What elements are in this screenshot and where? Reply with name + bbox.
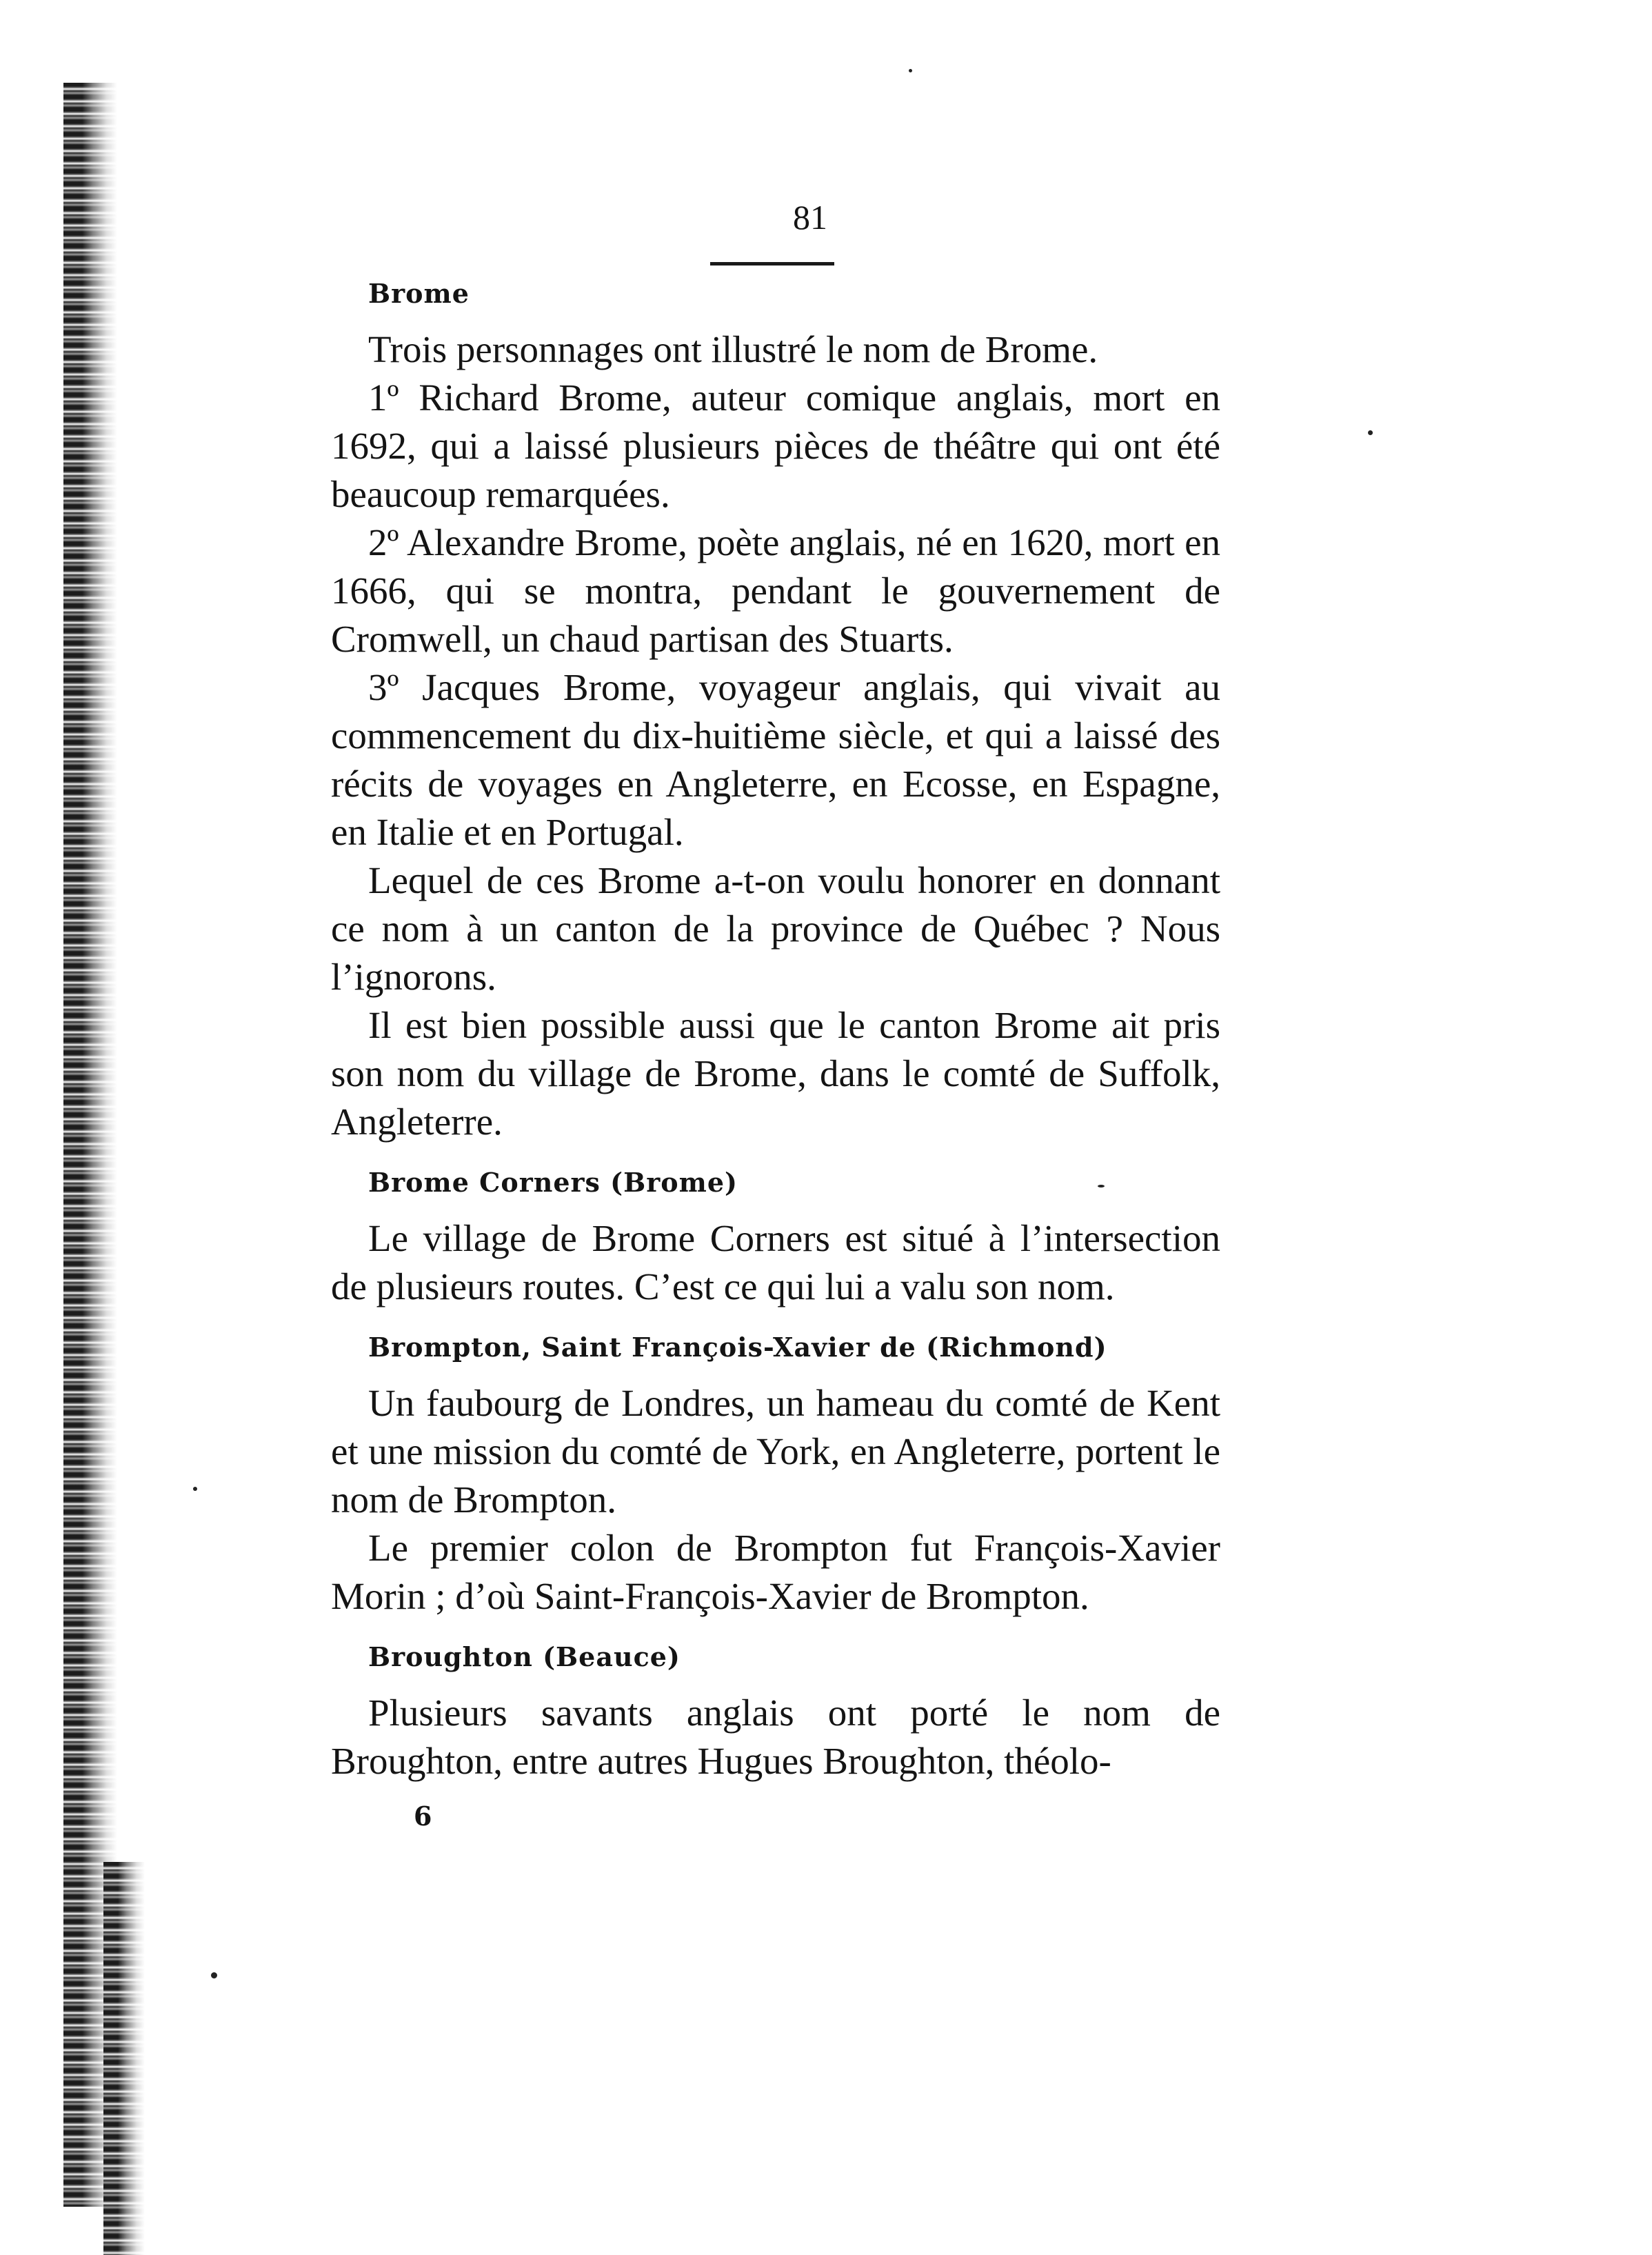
- paragraph: 2º Alexandre Brome, poète anglais, né en 1620, mort en 1666, qui se montra, pendant le gouvernement de Cromwell, un chaud partisan des Stuarts.: [331, 521, 1220, 660]
- paragraph: Il est bien possible aussi que le canton Brome ait pris son nom du village de Brome, dans le comté de Suffolk, Angleterre.: [331, 1004, 1220, 1143]
- paragraph: Le premier colon de Brompton fut François-Xavier Morin ; d’où Saint-François-Xavier de Brompton.: [331, 1527, 1220, 1617]
- paragraph: Plusieurs savants anglais ont porté le nom de Broughton, entre autres Hugues Broughton, théolo-: [331, 1692, 1220, 1782]
- print-speck: [909, 69, 912, 72]
- entry-heading-brome: Brome: [368, 278, 470, 309]
- book-page: [331, 200, 1227, 1832]
- print-speck: [211, 1972, 217, 1978]
- print-speck: [193, 1487, 197, 1491]
- paragraph: 1º Richard Brome, auteur comique anglais, mort en 1692, qui a laissé plusieurs pièces de théâtre qui ont été beaucoup remarquées.: [331, 377, 1220, 515]
- entry-heading-brome-corners: Brome Corners (Brome): [368, 1167, 738, 1198]
- paragraph: Un faubourg de Londres, un hameau du comté de Kent et une mission du comté de York, en Angleterre, portent le nom de Brompton.: [331, 1382, 1220, 1521]
- page-number: 81: [793, 198, 827, 237]
- paragraph: Lequel de ces Brome a-t-on voulu honorer en donnant ce nom à un canton de la province de Québec ? Nous l’ignorons.: [331, 859, 1220, 998]
- entry-heading-brompton: Brompton, Saint François-Xavier de (Richmond): [368, 1332, 1107, 1363]
- paragraph: Trois personnages ont illustré le nom de Brome.: [368, 328, 1098, 370]
- entry-heading-broughton: Broughton (Beauce): [368, 1641, 681, 1672]
- signature-mark: 6: [414, 1801, 432, 1832]
- paragraph: Le village de Brome Corners est situé à l’intersection de plusieurs routes. C’est ce qui lui a valu son nom.: [331, 1217, 1220, 1307]
- page-binding-edge-lower: [103, 1862, 145, 2255]
- page-number-rule: [710, 262, 834, 265]
- print-speck: [1368, 430, 1373, 435]
- paragraph: 3º Jacques Brome, voyageur anglais, qui vivait au commencement du dix-huitième siècle, et qui a laissé des récits de voyages en Angleterre, en Ecosse, en Espagne, en Italie et en Portugal.: [331, 666, 1220, 853]
